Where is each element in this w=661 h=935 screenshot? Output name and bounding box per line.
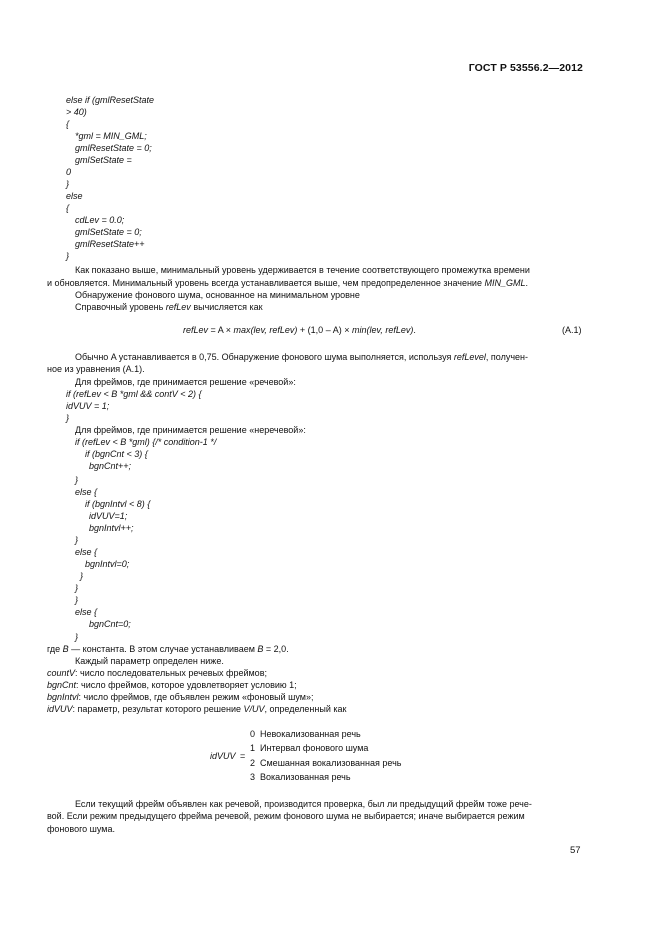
text-span: где [47,644,63,654]
code-line: idVUV = 1; [66,401,110,411]
option-key: 1 [250,743,256,753]
option-key: 0 [250,729,256,739]
code-line: else if (gmlResetState [66,95,155,105]
text-span: — константа. В этом случае устанавливаем [68,644,258,654]
param-def [47,691,313,703]
idvuv-option [250,729,361,739]
code-line: if (bgnIntvl < 8) { [85,499,151,509]
code-line: else { [75,607,98,617]
param-name: countV [47,668,76,678]
formula-fn: max [233,325,251,335]
code-line: } [66,179,70,189]
param-desc: : число фреймов, где объявлен режим «фоновый шум»; [78,692,314,702]
equals-sign: = [240,751,246,761]
formula-lhs: refLev [183,325,209,335]
idvuv-option [250,743,368,753]
paragraph-line: Для фреймов, где принимается решение «речевой»: [75,377,296,387]
paragraph-line: Если текущий фрейм объявлен как речевой, производится проверка, был ли предыдущий фрейм тоже рече- [75,799,532,809]
paragraph-line: фонового шума. [47,824,115,834]
option-text: Невокализованная речь [260,729,361,739]
code-line: } [75,583,79,593]
param-name: idVUV [47,704,73,714]
variable-name: refLevel [453,352,486,362]
code-line: gmlSetState = 0; [75,227,142,237]
paragraph-line [75,301,263,313]
code-line: if (refLev < B *gml) {/* condition-1 */ [75,437,217,447]
param-name: bgnCnt [47,680,77,690]
page-number: 57 [570,845,581,856]
variable-name: B [257,644,264,654]
variable-name: V/UV [243,704,265,714]
idvuv-option [250,772,351,782]
formula-number: (A.1) [562,325,582,335]
code-line: bgnCnt++; [89,461,132,471]
formula-fn: min [351,325,367,335]
code-line: > 40) [66,107,87,117]
param-def [47,667,267,679]
formula-part: + (1,0 – A) × [297,325,352,335]
param-desc: : число фреймов, которое удовлетворяет условию 1; [76,680,297,690]
text-span: вычисляется как [190,302,263,312]
paragraph-line [47,277,528,289]
constant-name: MIN_GML [484,278,526,288]
code-line: idVUV=1; [89,511,128,521]
paragraph-line [47,643,289,655]
param-def [47,679,297,691]
code-line: else [66,191,83,201]
code-line: *gml = MIN_GML; [75,131,147,141]
text-span: , получен- [485,352,528,362]
code-line: bgnIntvl++; [89,523,134,533]
formula-args: (lev, refLev) [366,325,414,335]
code-line: } [66,251,70,261]
param-desc: : число последовательных речевых фреймов; [75,668,267,678]
option-text: Смешанная вокализованная речь [260,758,402,768]
code-line: if (refLev < B *gml && contV < 2) { [66,389,202,399]
code-line: gmlSetState = [75,155,132,165]
code-line: bgnIntvl=0; [85,559,130,569]
text-span: = 2,0. [263,644,289,654]
variable-name: refLev [165,302,191,312]
option-key: 2 [250,758,256,768]
variable-name: B [62,644,69,654]
formula [183,325,416,335]
code-line: } [75,595,79,605]
code-line: bgnCnt=0; [89,619,131,629]
paragraph-line: ное из уравнения (A.1). [47,364,145,374]
section-heading: Обнаружение фонового шума, основанное на минимальном уровне [75,290,360,300]
standard-header: ГОСТ Р 53556.2—2012 [468,62,583,74]
formula-args: (lev, refLev) [250,325,298,335]
paragraph-line: Для фреймов, где принимается решение «неречевой»: [75,425,306,435]
code-line: } [75,475,79,485]
text-span: . [525,278,528,288]
code-line: 0 [66,167,72,177]
idvuv-label: idVUV [210,751,236,761]
code-line: if (bgnCnt < 3) { [85,449,148,459]
option-text: Интервал фонового шума [260,743,369,753]
paragraph-line: Как показано выше, минимальный уровень удерживается в течение соответствующего промежутка времени [75,265,530,275]
text-span: Справочный уровень [75,302,166,312]
formula-part: . [413,325,416,335]
code-line: gmlResetState = 0; [75,143,152,153]
code-line: } [75,632,79,642]
param-desc: , определенный как [264,704,347,714]
code-line: else { [75,547,98,557]
code-line: } [66,413,70,423]
code-line: else { [75,487,98,497]
code-line: } [80,571,84,581]
paragraph-line: Каждый параметр определен ниже. [75,656,224,666]
code-line: gmlResetState++ [75,239,145,249]
code-line: { [66,119,70,129]
formula-part: = A × [208,325,234,335]
code-line: cdLev = 0.0; [75,215,125,225]
param-def [47,703,346,715]
option-key: 3 [250,772,256,782]
text-span: и обновляется. Минимальный уровень всегда устанавливается выше, чем предопределенное значение [47,278,485,288]
param-name: bgnIntvl [47,692,79,702]
option-text: Вокализованная речь [260,772,351,782]
paragraph-line [75,351,528,363]
idvuv-option [250,758,401,768]
code-line: } [75,535,79,545]
text-span: Обычно A устанавливается в 0,75. Обнаружение фонового шума выполняется, используя [75,352,454,362]
param-desc: : параметр, результат которого решение [72,704,244,714]
code-line: { [66,203,70,213]
paragraph-line: вой. Если режим предыдущего фрейма речевой, режим фонового шума не выбирается; иначе выбирается режим [47,811,525,821]
